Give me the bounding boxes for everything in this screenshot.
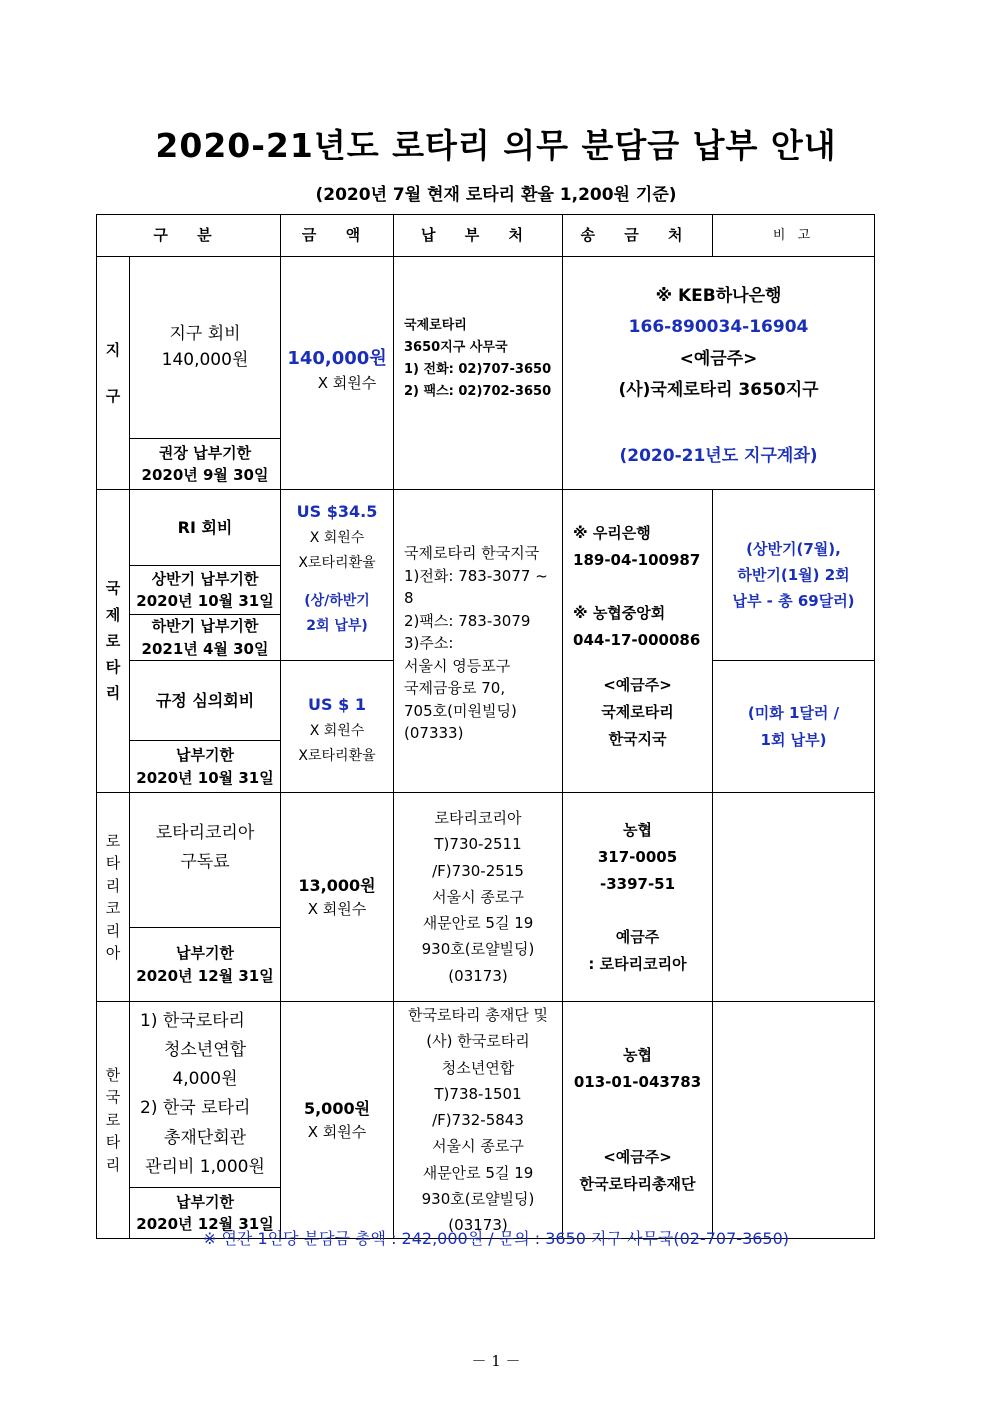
district-deadline: 권장 납부기한 2020년 9월 30일 xyxy=(130,439,281,490)
ri-dues-amount: US $34.5 X 회원수 X로타리환율 (상/하반기 2회 납부) xyxy=(281,490,394,661)
korea-rotary-payee: 한국로타리 총재단 및 (사) 한국로타리 청소년연합 T)738-1501 /F)732-5843 서울시 종로구 새문안로 5길 19 930호(로얄빌딩) (03173) xyxy=(394,1002,563,1239)
header-category: 구 분 xyxy=(97,215,281,257)
district-payee: 국제로타리 3650지구 사무국 1) 전화: 02)707-3650 2) 팩스: 02)702-3650 xyxy=(394,257,563,490)
district-item: 지구 회비 140,000원 xyxy=(130,257,281,439)
header-amount: 금 액 xyxy=(281,215,394,257)
footer-note: ※ 연간 1인당 분담금 총액 : 242,000원 / 문의 : 3650 지구 사무국(02-707-3650) xyxy=(202,1229,790,1248)
group-label-international: 국 제 로 타 리 xyxy=(97,490,130,793)
header-remit: 송 금 처 xyxy=(563,215,713,257)
group-label-rotary-korea: 로 타 리 코 리 아 xyxy=(97,793,130,1002)
korea-rotary-deadline: 납부기한 2020년 12월 31일 xyxy=(130,1187,281,1238)
rotary-korea-remit: 농협 317-0005 -3397-51 예금주 : 로타리코리아 xyxy=(563,793,713,1002)
international-remit: ※ 우리은행 189-04-100987 ※ 농협중앙회 044-17-000086 <예금주> 국제로타리 한국지국 xyxy=(563,490,713,793)
council-fee-name: 규정 심의회비 xyxy=(130,661,281,741)
header-payee: 납 부 처 xyxy=(394,215,563,257)
ri-dues-name: RI 회비 xyxy=(130,490,281,566)
council-fee-deadline: 납부기한 2020년 10월 31일 xyxy=(130,741,281,793)
district-amount: 140,000원 X 회원수 xyxy=(281,257,394,490)
korea-rotary-note xyxy=(713,1002,875,1239)
group-label-korea-rotary: 한 국 로 타 리 xyxy=(97,1002,130,1239)
council-fee-amount: US $ 1 X 회원수 X로타리환율 xyxy=(281,661,394,793)
rotary-korea-payee: 로타리코리아 T)730-2511 /F)730-2515 서울시 종로구 새문안로 5길 19 930호(로얄빌딩) (03173) xyxy=(394,793,563,1002)
table-header-row xyxy=(97,215,875,257)
ri-dues-note: (상반기(7월), 하반기(1월) 2회 납부 - 총 69달러) xyxy=(713,490,875,661)
council-fee-note: (미화 1달러 / 1회 납부) xyxy=(713,661,875,793)
dues-table xyxy=(96,214,875,1239)
korea-rotary-item: 1) 한국로타리 청소년연합 4,000원 2) 한국 로타리 총재단회관 관리비 1,000원 xyxy=(130,1002,281,1188)
international-payee: 국제로타리 한국지국 1)전화: 783-3077 ~ 8 2)팩스: 783-3079 3)주소: 서울시 영등포구 국제금융로 70, 705호(미원빌딩) (07333) xyxy=(394,490,563,793)
table-row xyxy=(97,490,875,566)
page-subtitle: (2020년 7월 현재 로타리 환율 1,200원 기준) xyxy=(315,185,677,205)
table-row xyxy=(97,793,875,928)
district-remit: ※ KEB하나은행 166-890034-16904 <예금주> (사)국제로타리 3650지구 (2020-21년도 지구계좌) xyxy=(563,257,875,490)
table-row xyxy=(97,257,875,439)
rotary-korea-amount: 13,000원 X 회원수 xyxy=(281,793,394,1002)
page-title: 2020-21년도 로타리 의무 분담금 납부 안내 xyxy=(155,126,837,165)
first-half-deadline: 상반기 납부기한 2020년 10월 31일 xyxy=(130,566,281,615)
table-row xyxy=(97,1002,875,1188)
second-half-deadline: 하반기 납부기한 2021년 4월 30일 xyxy=(130,615,281,661)
korea-rotary-amount: 5,000원 X 회원수 xyxy=(281,1002,394,1239)
rotary-korea-deadline: 납부기한 2020년 12월 31일 xyxy=(130,928,281,1002)
korea-rotary-remit: 농협 013-01-043783 <예금주> 한국로타리총재단 xyxy=(563,1002,713,1239)
rotary-korea-item: 로타리코리아 구독료 xyxy=(130,793,281,928)
rotary-korea-note xyxy=(713,793,875,1002)
group-label-district: 지 구 xyxy=(97,257,130,490)
header-note: 비 고 xyxy=(713,215,875,257)
page-number: － 1 － xyxy=(471,1352,521,1370)
